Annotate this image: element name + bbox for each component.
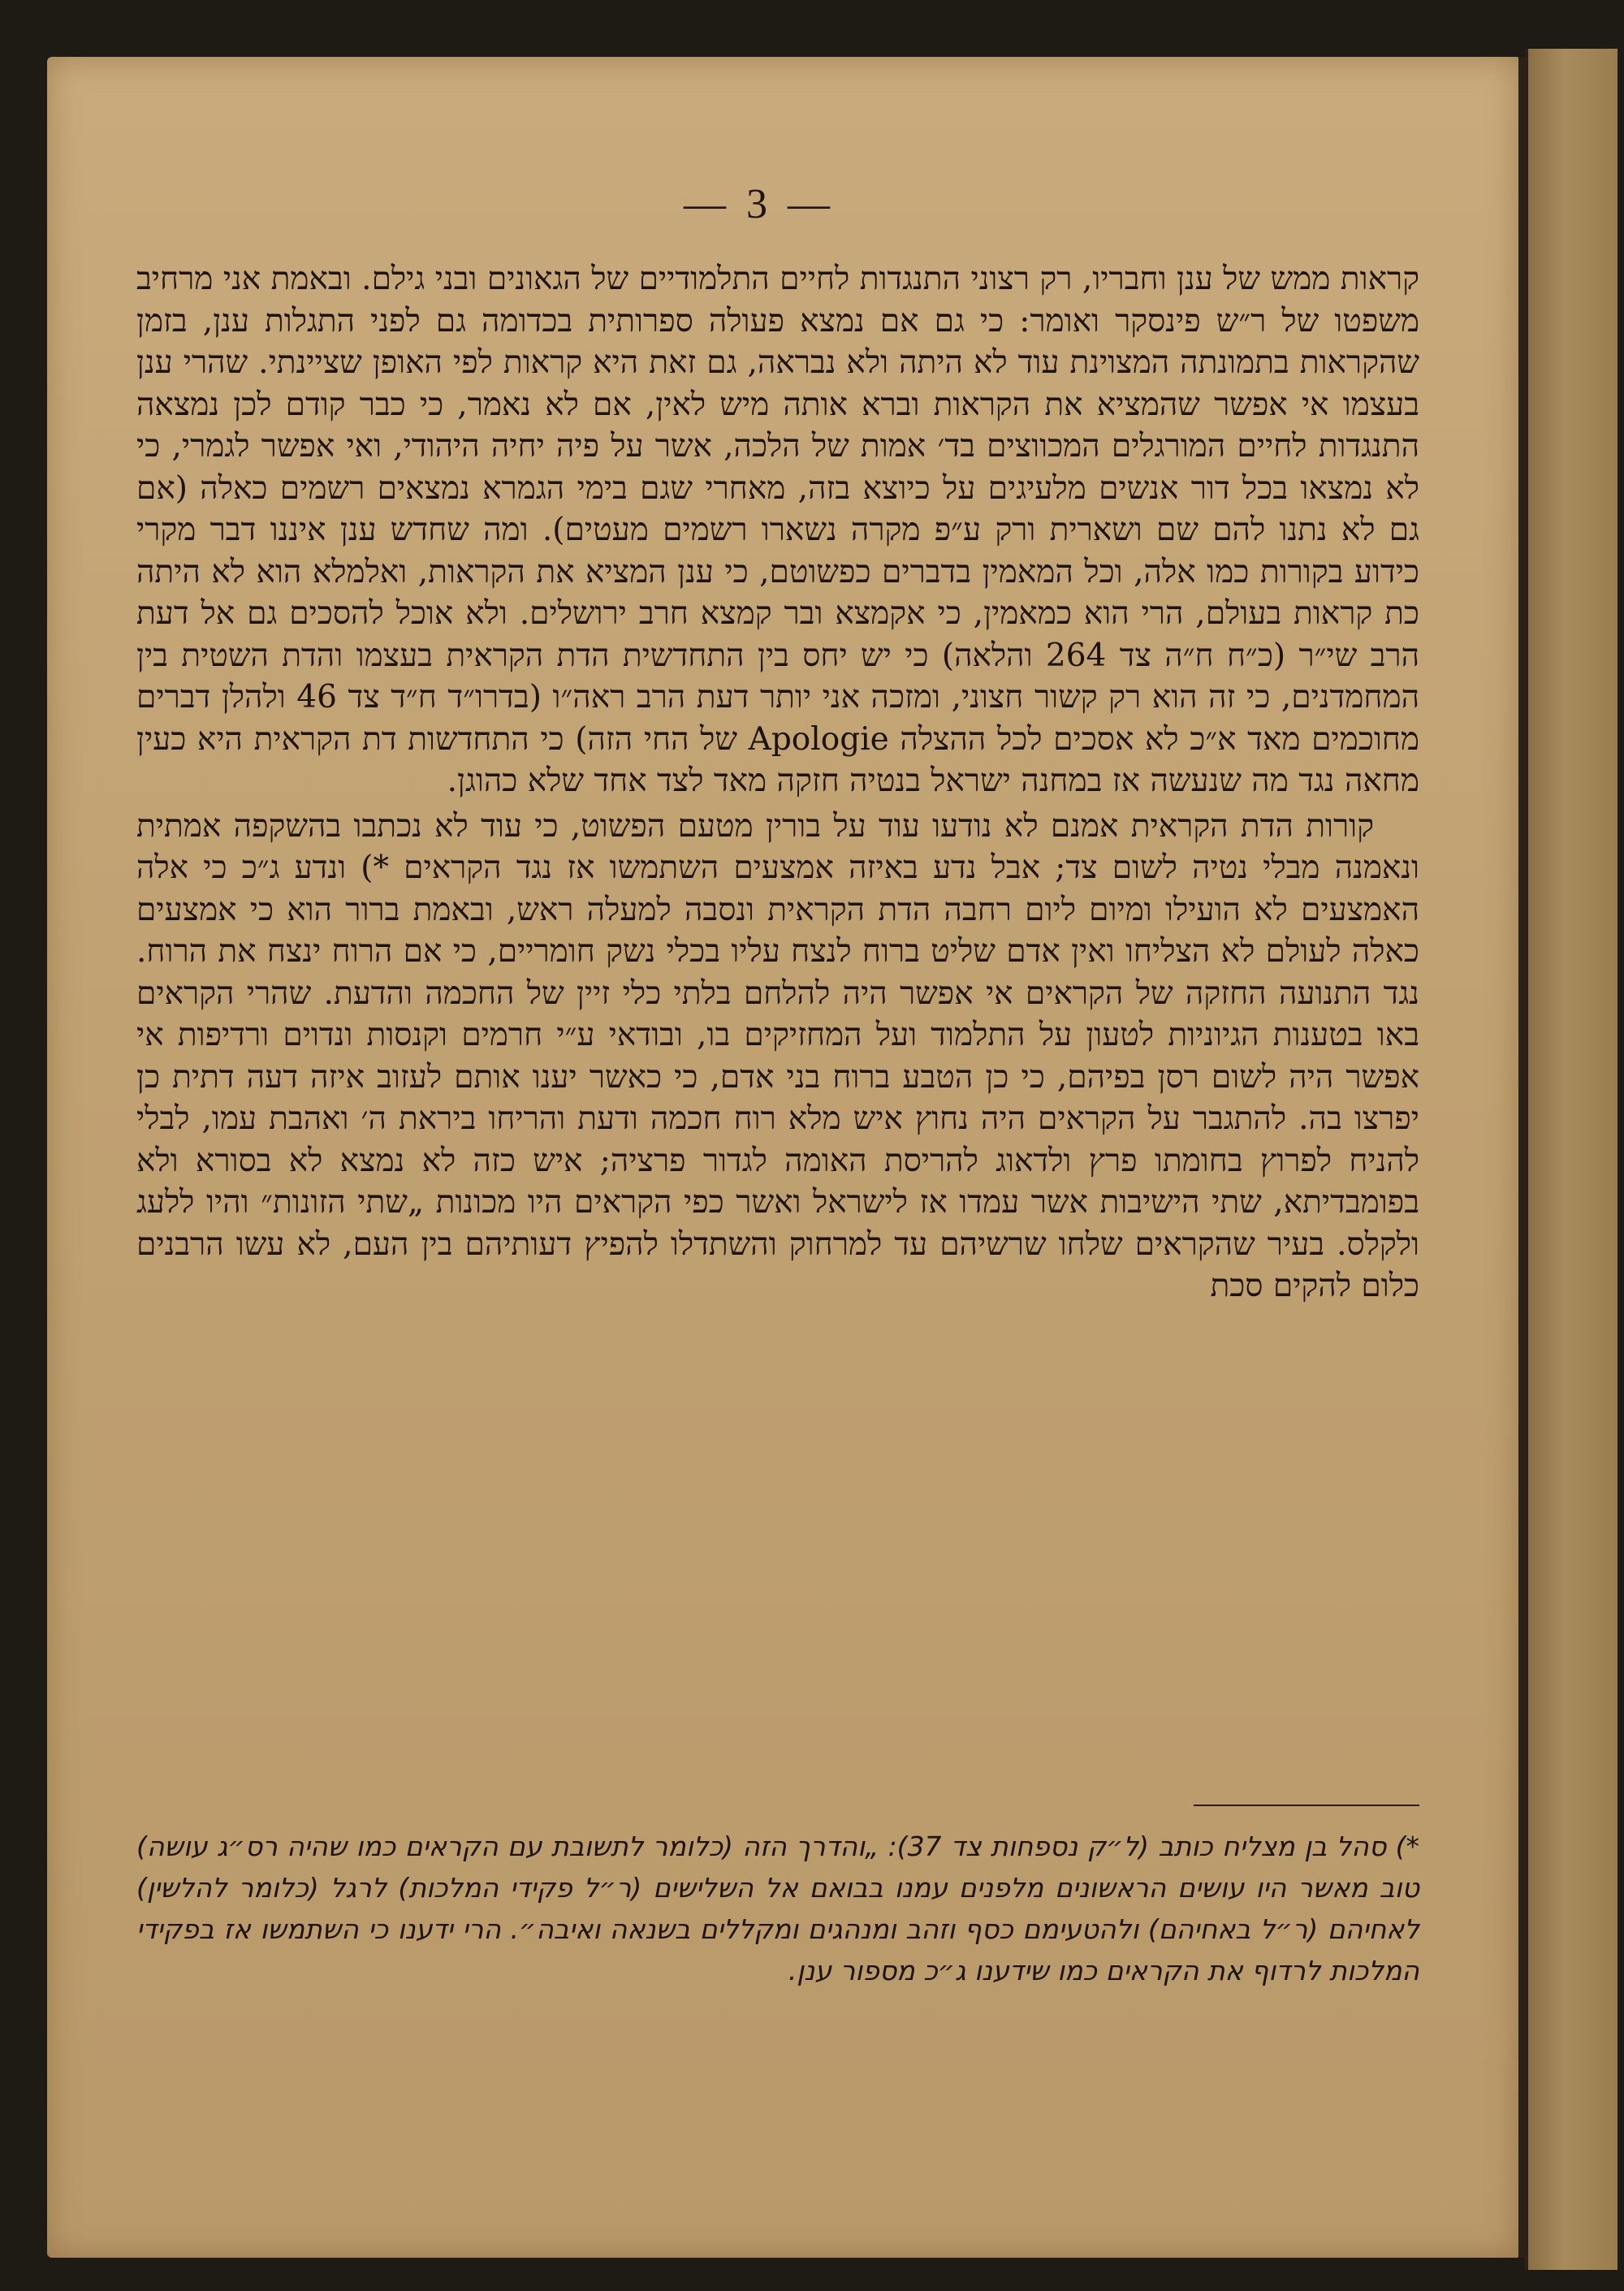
paragraph: קורות הדת הקראית אמנם לא נודעו עוד על בורין מטעם הפשוט, כי עוד לא נכתבו בהשקפה אמתית ונאמנה מבלי נטיה לשום צד; אבל נדע באיזה אמצעים השתמשו אז נגד הקראים *) ונדע ג״כ כי אלה האמצעים לא הועילו ומיום ליום רחבה הדת הקראית ונסבה למעלה ראש, ובאמת ברור הוא כי אמצעים כאלה לעולם לא הצליחו ואין אדם שליט ברוח לנצח עליו בכלי נשק חומריים, כי אם הרוח ינצח את הרוח. נגד התנועה החזקה של הקראים אי אפשר היה להלחם בלתי כלי זיין של החכמה והדעת. שהרי הקראים באו בטענות הגיוניות לטעון על התלמוד ועל המחזיקים בו, ובודאי ע״י חרמים וקנסות ונדוים ורדיפות אי אפשר היה לשום רסן בפיהם, כי כן הטבע ברוח בני אדם, כי כאשר יענו אותם לעזוב איזה דעה דתית כן יפרצו בה. להתגבר על הקראים היה נחוץ איש מלא רוח חכמה ודעת והריחו ביראת ה׳ ואהבת עמו, לבלי להניח לפרוץ בחומתו פרץ ולדאוג להריסת האומה לגדור פרציה; איש כזה לא נמצא לא בסורא ולא בפומבדיתא, שתי הישיבות אשר עמדו אז לישראל ואשר כפי הקראים היו מכונות „שתי הזונות״ והיו ללעג ולקלס. בעיר שהקראים שלחו שרשיהם עד למרחוק והשתדלו להפיץ דעותיהם בין העם, לא עשו הרבנים כלום להקים סכת — [136, 807, 1419, 1304]
paragraph: קראות ממש של ענן וחבריו, רק רצוני התנגדות לחיים התלמודיים של הגאונים ובני גילם. ובאמת אני מרחיב משפטו של ר״ש פינסקר ואומר: כי גם אם נמצא פעולה ספרותית בכדומה גם לפני התגלות ענן, בזמן שהקראות בתמונתה המצוינת עוד לא היתה ולא נבראה, גם זאת היא קראות לפי האופן שציינתי. שהרי ענן בעצמו אי אפשר שהמציא את הקראות וברא אותה מיש לאין, אם לא נאמר, כי כבר קודם לכן נמצאה התנגדות לחיים המורגלים המכווצים בד׳ אמות של הלכה, אשר על פיה יחיה היהודי, ואי אפשר לגמרי, כי לא נמצאו בכל דור אנשים מלעיגים על כיוצא בזה, מאחרי שגם בימי הגמרא נמצאים רשמים כאלה (אם גם לא נתנו להם שם ושארית ורק ע״פ מקרה נשארו רשמים מעטים). ומה שחדש ענן איננו דבר מקרי כידוע בקורות כמו אלה, וכל המאמין בדברים כפשוטם, כי ענן המציא את הקראות, ואלמלא הוא לא היתה כת קראות בעולם, הרי הוא כמאמין, כי אקמצא ובר קמצא חרב ירושלים. ולא אוכל להסכים גם אל דעת הרב שי״ר (כ״ח ח״ה צד 264 והלאה) כי יש יחס בין התחדשית הדת הקראית בעצמו והדת השטית בין המחמדנים, כי זה הוא רק קשור חצוני, ומזכה אני יותר דעת הרב ראה״ו (בדרו״ד ח״ד צד 46 ולהלן דברים מחוכמים מאד א״כ לא אסכים לכל ההצלה Apologie של החי הזה) כי התחדשות דת הקראית היא כעין מחאה נגד מה שנעשה אז במחנה ישראל בנטיה חזקה מאד לצד אחד שלא כהוגן. — [136, 261, 1420, 799]
footnote-divider — [1194, 1805, 1419, 1806]
adjacent-page-edge — [1525, 49, 1618, 2270]
main-text — [136, 258, 1419, 1308]
footnote: *) סהל בן מצליח כותב (ל״ק נספחות צד 37): „והדרך הזה (כלומר לתשובת עם הקראים כמו שהיה רס״ג עושה) טוב מאשר היו עושים הראשונים מלפנים עמנו בבואם אל השלישים (ר״ל פקידי המלכות) לרגל (כלומר להלשין) לאחיהם (ר״ל באחיהם) ולהטעימם כסף וזהב ומנהגים ומקללים בשנאה ואיבה״. הרי ידענו כי השתמשו אז בפקידי המלכות לרדוף את הקראים כמו שידענו ג״כ מספור ענן. — [136, 1831, 1419, 1986]
page-number: — 3 — — [684, 181, 835, 227]
